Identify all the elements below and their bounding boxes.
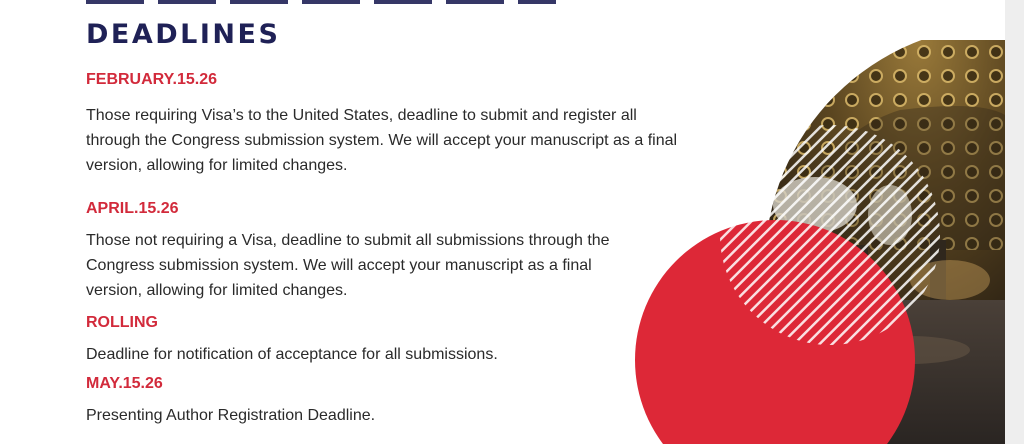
description-line: through the Congress submission system. We will accept your manuscript as a final <box>86 132 678 149</box>
description-line: version, allowing for limited changes. <box>86 282 348 299</box>
deadline-date: MAY.15.26 <box>86 375 163 392</box>
deadline-description <box>86 228 610 303</box>
deadline-date: ROLLING <box>86 314 158 331</box>
deadline-description <box>86 103 677 178</box>
deadline-description <box>86 403 375 428</box>
deadline-description <box>86 342 498 367</box>
description-line: Presenting Author Registration Deadline. <box>86 407 376 424</box>
description-line: Congress submission system. We will accept your manuscript as a final <box>86 257 592 274</box>
section-heading: DEADLINES <box>86 19 281 50</box>
deadline-date: FEBRUARY.15.26 <box>86 71 218 88</box>
deadline-date: APRIL.15.26 <box>86 200 179 217</box>
cropped-heading-fragment <box>86 0 556 4</box>
description-line: version, allowing for limited changes. <box>86 157 348 174</box>
page-edge <box>1005 0 1024 444</box>
decorative-artwork <box>600 40 1005 444</box>
description-line: Those requiring Visa’s to the United States, deadline to submit and register all <box>86 107 637 124</box>
description-line: Deadline for notification of acceptance for all submissions. <box>86 346 498 363</box>
description-line: Those not requiring a Visa, deadline to submit all submissions through the <box>86 232 610 249</box>
